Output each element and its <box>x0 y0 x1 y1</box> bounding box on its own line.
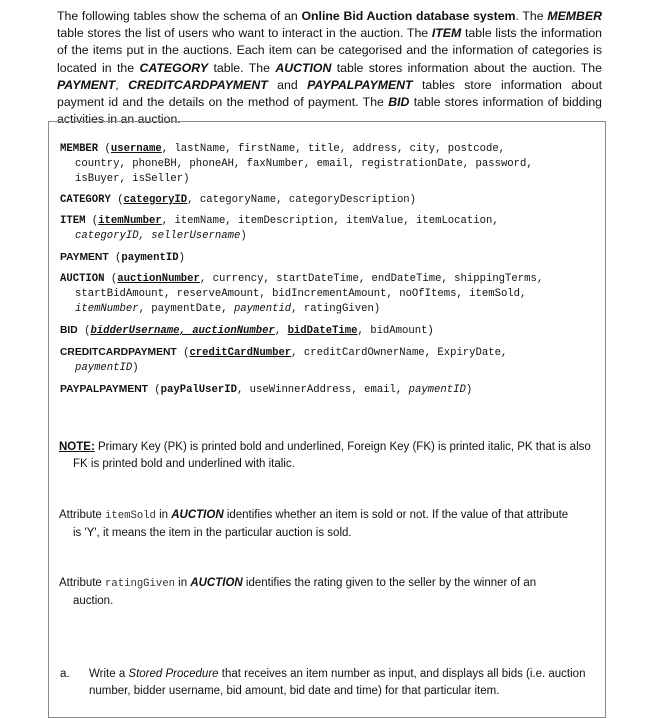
para-text: auction. <box>73 594 114 607</box>
punct: ( <box>104 273 118 285</box>
punct: ( <box>98 143 111 155</box>
attributes: startBidAmount, reserveAmount, bidIncrementAmount, noOfItems, itemSold, <box>75 288 527 300</box>
attributes: , paymentDate, <box>138 303 234 315</box>
para-text: is 'Y', it means the item in the particular auction is sold. <box>73 526 352 539</box>
primary-key: bidDateTime <box>287 325 358 337</box>
schema-auction <box>60 272 600 317</box>
table-ref-member: MEMBER <box>547 9 602 23</box>
schema-ccpayment <box>60 345 600 376</box>
schema-listing <box>60 142 600 404</box>
para-text: that receives an item number as input, and displays all bids (i.e. auction <box>218 668 586 680</box>
punct: ( <box>77 325 91 337</box>
foreign-key: paymentID <box>408 384 466 396</box>
intro-paragraph <box>57 8 602 128</box>
intro-text: tables store information about payment id and the details on the method of payment. The <box>57 77 602 110</box>
intro-text: , <box>115 77 129 92</box>
table-name: AUCTION <box>60 273 105 285</box>
table-name: BID <box>60 325 78 336</box>
attributes: isBuyer, isSeller) <box>75 173 190 185</box>
schema-pppayment <box>60 382 600 398</box>
primary-key: categoryID <box>123 194 188 206</box>
question-label: a. <box>60 668 70 680</box>
attributes: country, phoneBH, phoneAH, faxNumber, email, registrationDate, password, <box>75 158 533 170</box>
para-text: identifies whether an item is sold or not. If the value of that attribute <box>223 509 569 521</box>
primary-key: auctionNumber <box>117 273 200 285</box>
primary-key: payPalUserID <box>160 384 237 396</box>
table-ref-payment: PAYMENT <box>57 77 116 92</box>
punct: ( <box>110 194 124 206</box>
attributes: , bidAmount) <box>357 325 434 337</box>
foreign-key: paymentid <box>233 303 292 315</box>
table-ref: AUCTION <box>171 509 224 521</box>
punct: , <box>274 325 288 337</box>
intro-text: . The <box>515 9 548 23</box>
table-ref-pppayment: PAYPALPAYMENT <box>307 77 413 92</box>
para-text: Attribute <box>59 577 106 589</box>
primary-key: creditCardNumber <box>189 347 292 359</box>
foreign-key: itemNumber <box>75 303 139 315</box>
table-name: PAYPALPAYMENT <box>60 384 148 395</box>
primary-foreign-key: auctionNumber <box>192 325 275 337</box>
primary-foreign-key: bidderUsername <box>90 325 180 337</box>
intro-text: table. The <box>208 60 276 75</box>
intro-text: table stores information about the auction. The <box>331 60 602 75</box>
intro-text: The following tables show the schema of an <box>57 9 302 23</box>
schema-payment <box>60 250 600 266</box>
para-text: Write a <box>89 668 129 680</box>
table-name: ITEM <box>60 215 86 227</box>
foreign-key: paymentID <box>75 362 133 374</box>
note-paragraph <box>59 439 599 472</box>
attribute-name: itemSold <box>105 510 156 522</box>
note-text: FK is printed bold and underlined with italic. <box>73 457 295 470</box>
punct: ) <box>178 252 185 264</box>
punct: , <box>138 230 152 242</box>
rating-paragraph <box>59 575 599 609</box>
para-text: Attribute <box>59 509 106 521</box>
para-text: identifies the rating given to the seller by the winner of an <box>242 577 537 589</box>
intro-text: table stores information of bidding activities in an auction. <box>57 95 602 127</box>
intro-text: table stores the list of users who want to interact in the auction. The <box>57 26 432 41</box>
attributes: , currency, startDateTime, endDateTime, shippingTerms, <box>199 273 544 285</box>
table-ref-bid: BID <box>388 95 410 110</box>
note-label: NOTE: <box>59 441 95 453</box>
punct: ( <box>85 215 99 227</box>
punct: , <box>179 325 193 337</box>
attributes: , itemName, itemDescription, itemValue, itemLocation, <box>161 215 499 227</box>
foreign-key: categoryID <box>75 230 139 242</box>
table-name: PAYMENT <box>60 252 109 263</box>
para-text: in <box>174 577 191 589</box>
intro-text: and <box>267 77 308 92</box>
schema-category <box>60 193 600 208</box>
punct: ) <box>240 230 247 242</box>
question-text <box>89 666 604 699</box>
punct: ) <box>465 384 473 396</box>
table-name: CREDITCARDPAYMENT <box>60 347 177 358</box>
attributes: , useWinnerAddress, email, <box>236 384 409 396</box>
para-text: in <box>155 509 172 521</box>
punct: ( <box>108 252 122 264</box>
primary-key: username <box>110 143 162 155</box>
system-name: Online Bid Auction database system <box>301 9 516 23</box>
punct: ( <box>176 347 190 359</box>
table-name: MEMBER <box>60 143 99 155</box>
attributes: , categoryName, categoryDescription) <box>187 194 417 206</box>
schema-bid <box>60 323 600 339</box>
schema-item <box>60 214 600 244</box>
attribute-name: ratingGiven <box>105 578 175 590</box>
itemsold-paragraph <box>59 507 599 541</box>
table-ref-ccpayment: CREDITCARDPAYMENT <box>128 77 268 92</box>
primary-key: itemNumber <box>98 215 162 227</box>
punct: ) <box>132 362 139 374</box>
table-ref: AUCTION <box>190 577 243 589</box>
table-ref-item: ITEM <box>431 26 462 41</box>
table-ref-auction: AUCTION <box>275 60 332 75</box>
table-name: CATEGORY <box>60 194 111 206</box>
foreign-key: sellerUsername <box>151 230 241 242</box>
primary-key: paymentID <box>121 252 179 264</box>
table-ref-category: CATEGORY <box>139 60 209 75</box>
attributes: , ratingGiven) <box>291 303 381 315</box>
intro-text: table lists the information of the items put in the auctions. Each item can be categorised and the information of categories is located in the <box>57 26 603 75</box>
para-text: number, bidder username, bid amount, bid date and time) for that particular item. <box>89 684 500 697</box>
schema-member <box>60 142 600 187</box>
note-text: Primary Key (PK) is printed bold and underlined, Foreign Key (FK) is printed italic, PK that is also <box>94 441 591 453</box>
emphasis: Stored Procedure <box>128 668 219 680</box>
attributes: , creditCardOwnerName, ExpiryDate, <box>291 347 508 359</box>
punct: ( <box>147 384 161 396</box>
attributes: , lastName, firstName, title, address, city, postcode, <box>161 143 506 155</box>
